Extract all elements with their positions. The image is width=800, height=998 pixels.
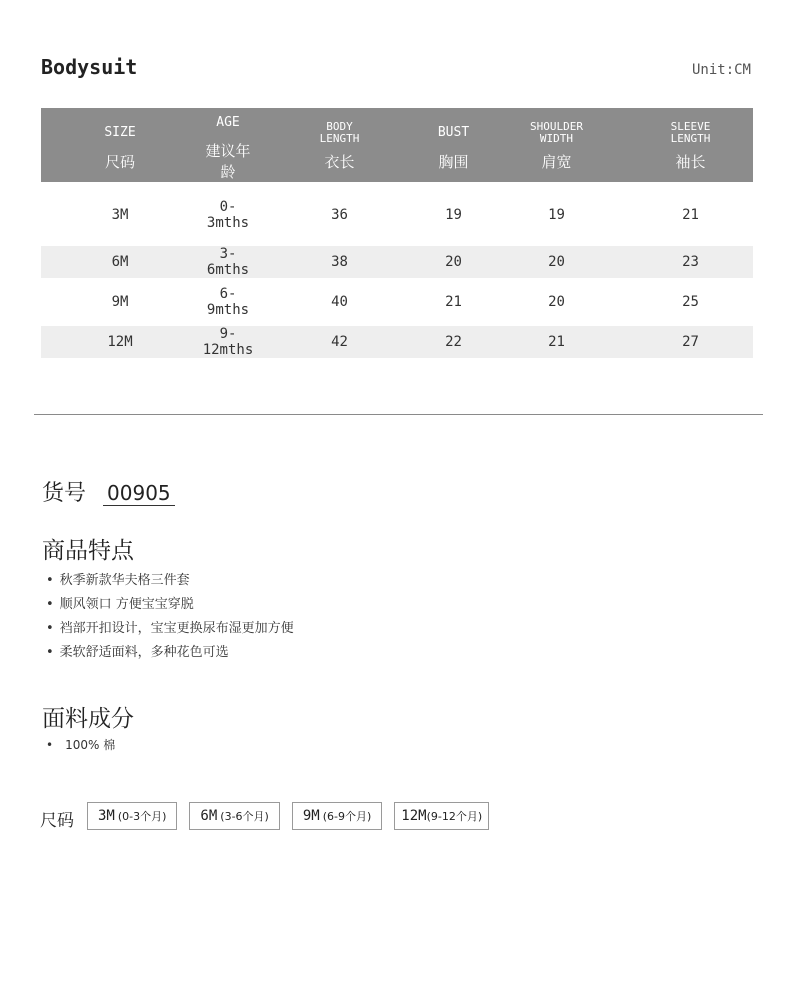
size-option-12m[interactable]: 12M (9-12个月) <box>394 802 489 830</box>
item-number <box>42 476 175 507</box>
list-item: • 裆部开扣设计，宝宝更换尿布湿更加方便 <box>46 620 294 644</box>
col-header-sleeve-length: SLEEVE LENGTH 袖长 <box>670 119 711 171</box>
size-chart-table <box>41 108 753 358</box>
size-selector <box>87 802 489 830</box>
unit-label: Unit:CM <box>691 62 751 78</box>
size-option-9m[interactable]: 9M (6-9个月) <box>292 802 382 830</box>
size-option-3m[interactable]: 3M (0-3个月) <box>87 802 177 830</box>
features-title: 商品特点 <box>42 538 134 564</box>
table-row: 3M 0-3mths 36 19 19 21 <box>111 199 699 231</box>
fabric-item: • 100% 棉 <box>46 736 115 753</box>
table-row: 6M 3-6mths 38 20 20 23 <box>41 246 753 278</box>
col-header-shoulder-width: SHOULDER WIDTH 肩宽 <box>530 119 583 171</box>
list-item: • 秋季新款华夫格三件套 <box>46 572 294 596</box>
col-header-body-length: BODY LENGTH 衣长 <box>319 119 360 171</box>
size-selector-label: 尺码 <box>40 811 74 831</box>
item-number-code: 00905 <box>103 481 175 506</box>
col-header-bust: BUST 胸围 <box>437 125 470 171</box>
fabric-title: 面料成分 <box>42 706 134 732</box>
item-number-label: 货号 <box>42 481 87 506</box>
features-list <box>46 572 294 668</box>
list-item: • 柔软舒适面料，多种花色可选 <box>46 644 294 668</box>
col-header-size: SIZE 尺码 <box>104 125 136 171</box>
table-header-row <box>41 108 753 182</box>
size-option-6m[interactable]: 6M (3-6个月) <box>189 802 279 830</box>
table-row: 12M 9-12mths 42 22 21 27 <box>41 326 753 358</box>
table-row: 9M 6-9mths 40 21 20 25 <box>111 286 699 318</box>
product-title: Bodysuit <box>41 55 138 79</box>
list-item: • 顺风领口 方便宝宝穿脱 <box>46 596 294 620</box>
section-divider <box>34 414 763 415</box>
col-header-age: AGE 建议年龄 <box>205 114 251 181</box>
